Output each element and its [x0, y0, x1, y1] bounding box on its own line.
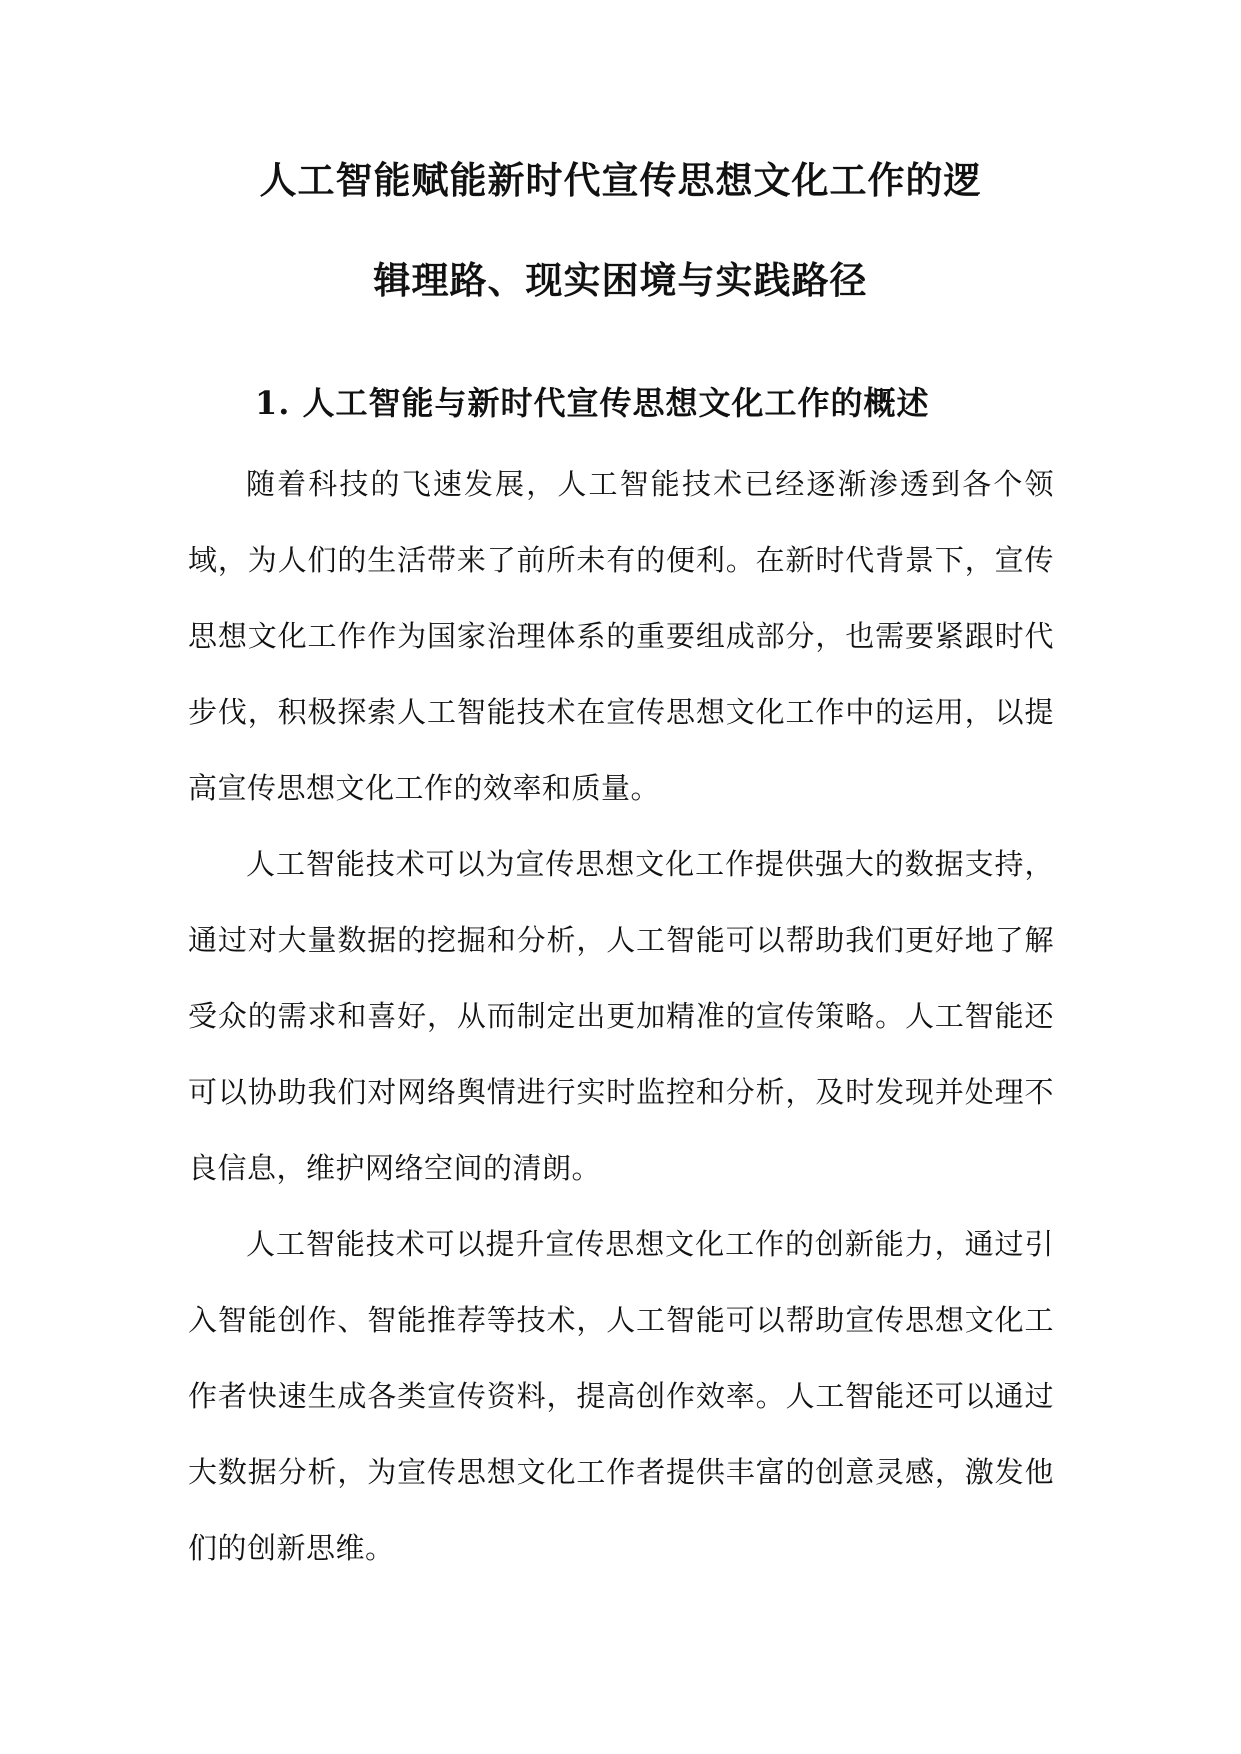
section-heading: 1. 人工智能与新时代宣传思想文化工作的概述 — [255, 384, 930, 422]
paragraph-2: 人工智能技术可以为宣传思想文化工作提供强大的数据支持，通过对大量数据的挖掘和分析，人工智能可以帮助我们更好地了解受众的需求和喜好，从而制定出更加精准的宣传策略。人工智能还可以协助我们对网络舆情进行实时监控和分析，及时发现并处理不良信息，维护网络空间的清朗。 — [188, 847, 1054, 1185]
paragraph-3: 人工智能技术可以提升宣传思想文化工作的创新能力，通过引入智能创作、智能推荐等技术，人工智能可以帮助宣传思想文化工作者快速生成各类宣传资料，提高创作效率。人工智能还可以通过大数据分析，为宣传思想文化工作者提供丰富的创意灵感，激发他们的创新思维。 — [188, 1227, 1054, 1565]
document-title-line-1: 人工智能赋能新时代宣传思想文化工作的逻 — [259, 158, 982, 202]
document-title-line-2: 辑理路、现实困境与实践路径 — [373, 258, 868, 302]
paragraph-1: 随着科技的飞速发展，人工智能技术已经逐渐渗透到各个领域，为人们的生活带来了前所未有的便利。在新时代背景下，宣传思想文化工作作为国家治理体系的重要组成部分，也需要紧跟时代步伐，积极探索人工智能技术在宣传思想文化工作中的运用，以提高宣传思想文化工作的效率和质量。 — [188, 467, 1054, 805]
